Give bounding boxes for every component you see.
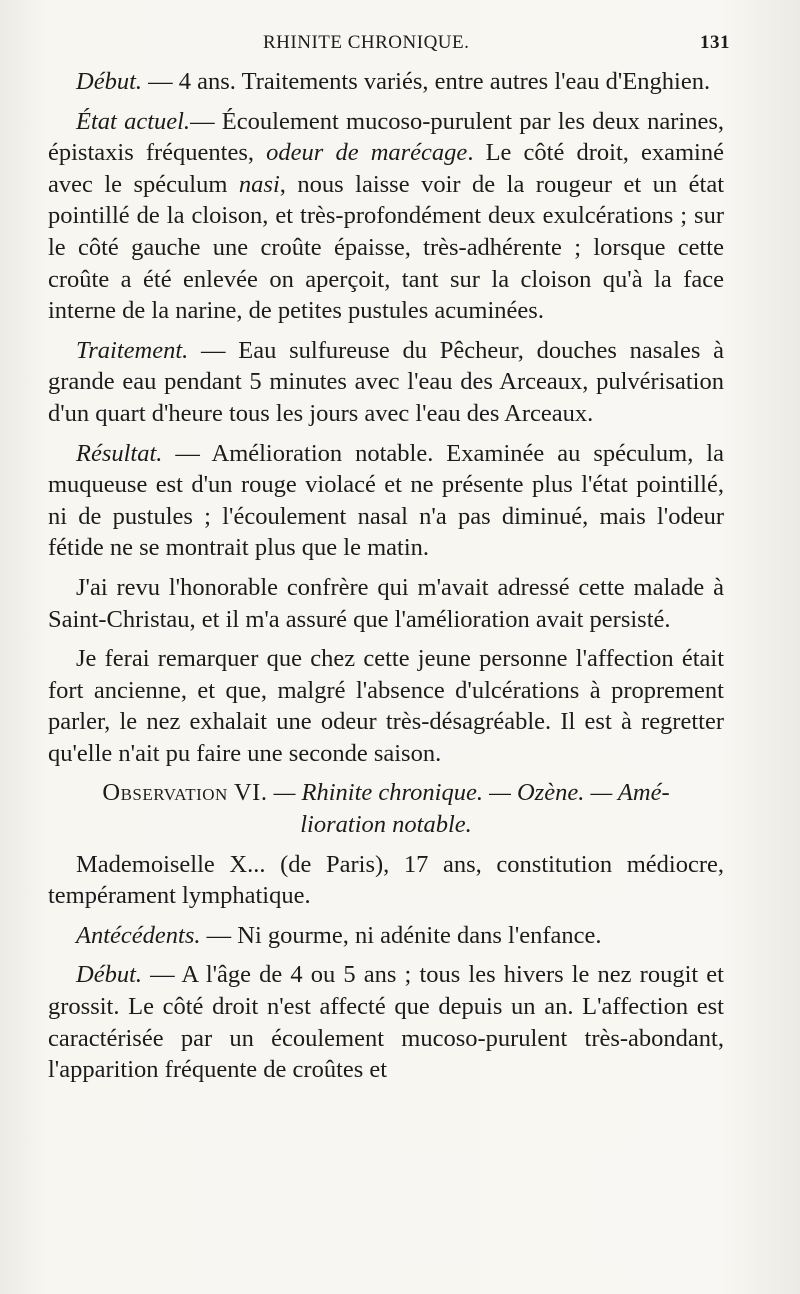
text-debut-2: — A l'âge de 4 ou 5 ans ; tous les hivers le nez rougit et grossit. Le côté droit n'est affecté que depuis un an. L'affection est caractérisée par un écoulement mucoso-purulent très-abondant, l'apparition fréquente de croûtes et	[48, 961, 724, 1084]
paragraph-etat-actuel	[48, 106, 724, 327]
emphasis-odeur: odeur de marécage	[266, 139, 468, 167]
text-etat-b: . Le côté droit, examiné avec le spéculum	[48, 139, 724, 198]
text-resultat: — Amélioration notable. Examinée au spéculum, la muqueuse est d'un rouge violacé et ne présente plus l'état pointillé, ni de pustules ; l'écoulement nasal n'a pas diminué, mais l'odeur fétide ne se montrait plus que le matin.	[48, 439, 724, 562]
label-debut-2: Début.	[76, 961, 142, 989]
label-traitement: Traitement.	[76, 336, 189, 364]
label-etat-actuel: État actuel.	[76, 107, 191, 135]
paragraph-debut	[48, 66, 724, 98]
body-text	[48, 66, 724, 1094]
text-etat-c: , nous laisse voir de la rougeur et un état pointillé de la cloison, et très-profondément deux exulcérations ; sur le côté gauche une croûte épaisse, très-adhérente ; lorsque cette croûte a été enlevée on aperçoit, tant sur la cloison qu'à la face interne de la narine, de petites pustules acuminées.	[48, 170, 724, 325]
observation-label: Observation VI.	[102, 779, 268, 807]
paragraph-revu: J'ai revu l'honorable confrère qui m'avait adressé cette malade à Saint-Christau, et il m'a assuré que l'amélioration avait persisté.	[48, 573, 724, 633]
paragraph-patient: Mademoiselle X... (de Paris), 17 ans, constitution médiocre, tempérament lymphatique.	[48, 850, 724, 910]
label-antecedents: Antécédents.	[76, 921, 201, 949]
paragraph-traitement	[48, 335, 724, 430]
emphasis-nasi: nasi	[238, 170, 280, 198]
label-debut: Début.	[76, 68, 142, 95]
observation-title-line1: — Rhinite chronique. — Ozène. — Amé-	[267, 779, 670, 807]
text-antecedents: — Ni gourme, ni adénite dans l'enfance.	[200, 921, 602, 949]
paragraph-remarque: Je ferai remarquer que chez cette jeune personne l'affection était fort ancienne, et que, malgré l'absence d'ulcérations à proprement parler, le nez exhalait une odeur très-désagréable. Il est à regretter qu'elle n'ait pu faire une seconde saison.	[48, 645, 724, 767]
paragraph-debut-2	[48, 959, 724, 1085]
text-traitement: — Eau sulfureuse du Pêcheur, douches nasales à grande eau pendant 5 minutes avec l'eau des Arceaux, pulvérisation d'un quart d'heure tous les jours avec l'eau des Arceaux.	[48, 336, 724, 427]
running-title: RHINITE CHRONIQUE.	[263, 32, 470, 53]
text-debut: — 4 ans. Traitements variés, entre autres l'eau d'Enghien.	[142, 68, 711, 95]
text-etat-a: — Écoulement mucoso-purulent par les deux narines, épistaxis fréquentes,	[48, 107, 724, 167]
paragraph-resultat	[48, 438, 724, 564]
label-resultat: Résultat.	[76, 439, 163, 467]
observation-heading	[48, 777, 724, 840]
page-number: 131	[700, 32, 730, 53]
paragraph-antecedents	[48, 920, 724, 952]
observation-title-line2: lioration notable.	[300, 811, 472, 839]
